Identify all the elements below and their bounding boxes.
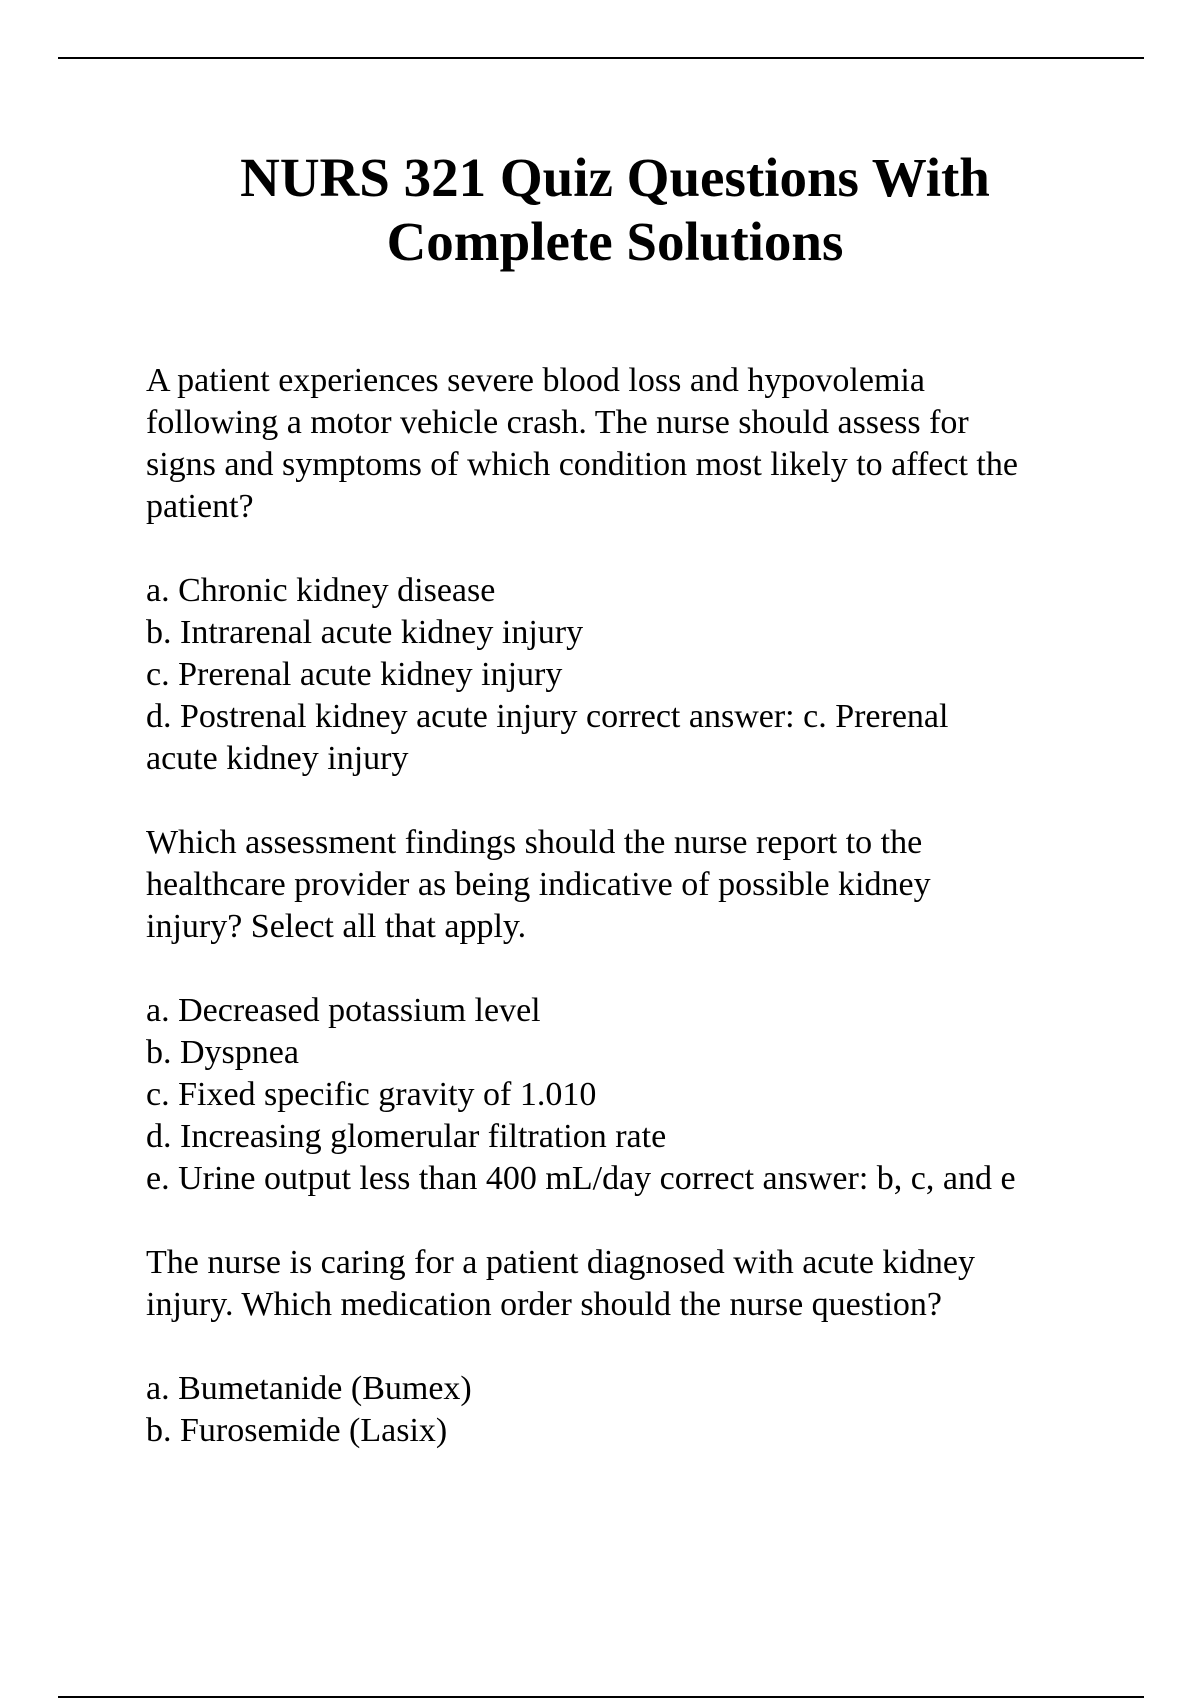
option-line: e. Urine output less than 400 mL/day correct answer: b, c, and e (146, 1160, 1016, 1197)
options-2 (146, 990, 1146, 1200)
option-line: c. Fixed specific gravity of 1.010 (146, 1076, 597, 1113)
option-line: b. Intrarenal acute kidney injury (146, 614, 584, 651)
option-line: d. Increasing glomerular filtration rate (146, 1118, 667, 1155)
question-1 (146, 360, 1146, 528)
option-line: c. Prerenal acute kidney injury (146, 656, 563, 693)
text-line: injury. Which medication order should the nurse question? (146, 1286, 942, 1323)
text-line: following a motor vehicle crash. The nurse should assess for (146, 404, 969, 441)
option-line: acute kidney injury (146, 740, 409, 777)
option-line: b. Dyspnea (146, 1034, 299, 1071)
option-line: a. Chronic kidney disease (146, 572, 496, 609)
document-body (146, 360, 1146, 1494)
text-line: healthcare provider as being indicative of possible kidney (146, 866, 931, 903)
options-1 (146, 570, 1146, 780)
title-line: NURS 321 Quiz Questions With (240, 147, 990, 208)
top-rule (58, 57, 1144, 59)
text-line: patient? (146, 488, 254, 525)
text-line: A patient experiences severe blood loss and hypovolemia (146, 362, 925, 399)
document-title (0, 146, 1200, 274)
text-line: Which assessment findings should the nurse report to the (146, 824, 923, 861)
question-2 (146, 822, 1146, 948)
option-line: a. Bumetanide (Bumex) (146, 1370, 472, 1407)
option-line: b. Furosemide (Lasix) (146, 1412, 448, 1449)
text-line: injury? Select all that apply. (146, 908, 527, 945)
option-line: d. Postrenal kidney acute injury correct answer: c. Prerenal (146, 698, 949, 735)
question-3 (146, 1242, 1146, 1326)
title-line: Complete Solutions (386, 211, 844, 272)
text-line: signs and symptoms of which condition most likely to affect the (146, 446, 1018, 483)
options-3 (146, 1368, 1146, 1452)
text-line: The nurse is caring for a patient diagnosed with acute kidney (146, 1244, 975, 1281)
option-line: a. Decreased potassium level (146, 992, 541, 1029)
bottom-rule (58, 1696, 1144, 1698)
